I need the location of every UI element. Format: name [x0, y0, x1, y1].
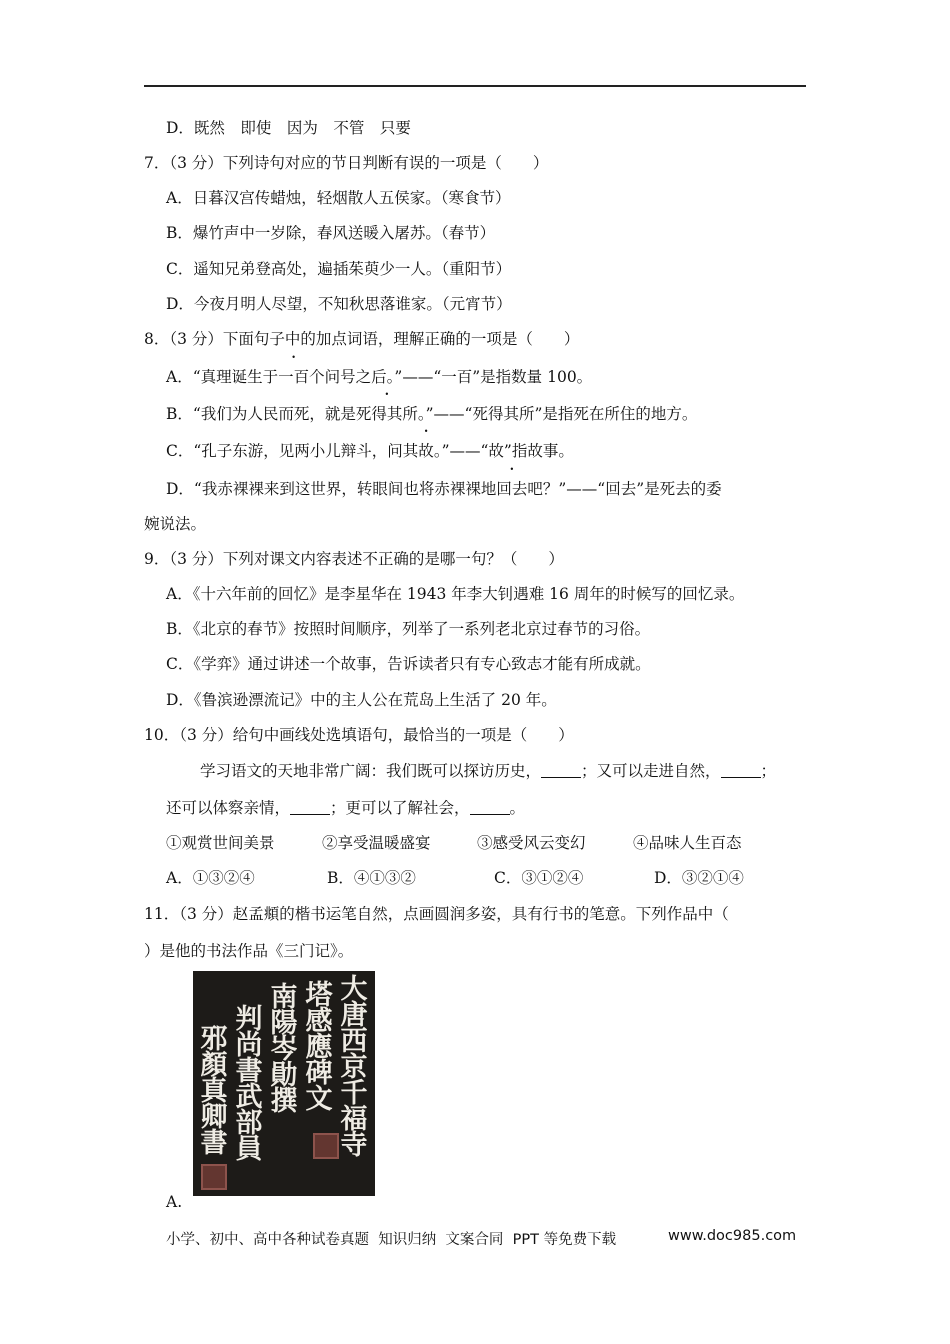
calligraphy-image [193, 971, 375, 1196]
q11-stem: 11．（3 分）赵孟頫的楷书运笔自然，点画圆润多姿，具有行书的笔意。下列作品中（ [144, 905, 729, 923]
q7-option-b: B．爆竹声中一岁除，春风送暖入屠苏。（春节） [166, 224, 496, 242]
q9-option-a: A．《十六年前的回忆》是李星华在 1943 年李大钊遇难 16 周年的时候写的回忆录。 [166, 585, 745, 603]
q9-stem: 9．（3 分）下列对课文内容表述不正确的是哪一句？（ ） [144, 550, 564, 568]
q7-stem: 7．（3 分）下列诗句对应的节日判断有误的一项是（ ） [144, 154, 549, 172]
calligraphy-column: 塔感應碑文 [305, 980, 333, 1115]
q10-option-c: C．③①②④ [494, 869, 584, 887]
q8-option-c: C．“孔子东游，见两小儿辩斗，问其故。”——“故”指故事。 [166, 442, 574, 460]
q8-stem: 8．（3 分）下面句子中的加点词语，理解正确的一项是（ ） [144, 330, 580, 348]
q9-option-d: D．《鲁滨逊漂流记》中的主人公在荒岛上生活了 20 年。 [166, 691, 557, 709]
emphasis-dots: 故 [418, 442, 434, 460]
q9-option-b: B．《北京的春节》按照时间顺序，列举了一系列老北京过春节的习俗。 [166, 620, 651, 638]
seal-stamp [201, 1164, 227, 1190]
q10-stem: 10．（3 分）给句中画线处选填语句，最恰当的一项是（ ） [144, 726, 574, 744]
seal-stamp [313, 1133, 339, 1159]
emphasis-dots: 死得其所 [355, 405, 418, 423]
calligraphy-column: 邪顏真卿書 [200, 1024, 228, 1159]
footer-url[interactable]: www.doc985.com [668, 1228, 797, 1244]
q10-passage-line2: 还可以体察亲情， ；更可以了解社会， 。 [166, 799, 526, 817]
calligraphy-column: 判尚書武部員 [235, 1004, 263, 1165]
q10-option-a: A．①③②④ [166, 869, 255, 887]
q7-option-c: C．遥知兄弟登高处，遍插茱萸少一人。（重阳节） [166, 260, 512, 278]
q6-option-d: D．既然 即使 因为 不管 只要 [166, 119, 411, 137]
blank-line [290, 800, 330, 815]
q8-option-d: D．“我赤裸裸来到这世界，转眼间也将赤裸裸地回去吧？”——“回去”是死去的委 [166, 480, 722, 498]
q10-item-4: ④品味人生百态 [633, 834, 742, 852]
q7-option-d: D．今夜月明人尽望，不知秋思落谁家。（元宵节） [166, 295, 512, 313]
calligraphy-column: 大唐西京千福寺 [340, 974, 368, 1161]
q11-stem-cont: ）是他的书法作品《三门记》。 [144, 942, 354, 960]
q8-option-b: B．“我们为人民而死，就是死得其所。”——“死得其所”是指死在所住的地方。 [166, 405, 698, 423]
blank-line [721, 763, 761, 778]
blank-line [470, 800, 510, 815]
q9-option-c: C．《学弈》通过讲述一个故事，告诉读者只有专心致志才能有所成就。 [166, 655, 651, 673]
q11-option-a: A. [166, 1193, 183, 1211]
q7-option-a: A．日暮汉宫传蜡烛，轻烟散人五侯家。（寒食节） [166, 189, 511, 207]
q10-passage-line1: 学习语文的天地非常广阔：我们既可以探访历史， ；又可以走进自然， ； [200, 762, 777, 780]
q8-option-a: A．“真理诞生于一百个问号之后。”——“一百”是指数量 100。 [166, 368, 593, 386]
q10-option-b: B．④①③② [327, 869, 416, 887]
q10-item-3: ③感受风云变幻 [477, 834, 586, 852]
q10-item-1: ①观赏世间美景 [166, 834, 275, 852]
q10-option-d: D．③②①④ [654, 869, 744, 887]
q10-item-2: ②享受温暖盛宴 [322, 834, 431, 852]
emphasis-dots: 回去 [496, 480, 528, 498]
q8-option-d-cont: 婉说法。 [144, 515, 207, 533]
footer-text: 小学、初中、高中各种试卷真题 知识归纳 文案合同 PPT 等免费下载 [166, 1232, 617, 1248]
blank-line [541, 763, 581, 778]
header-rule [144, 85, 806, 87]
emphasis-dots: 一百 [278, 368, 310, 386]
calligraphy-column: 南陽岑勛撰 [270, 982, 298, 1117]
